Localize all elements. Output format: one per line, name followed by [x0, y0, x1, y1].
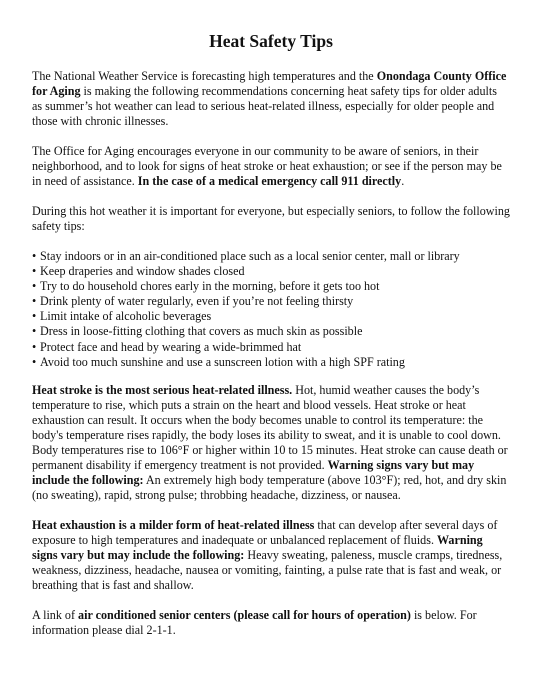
heat-exhaustion-warning-text: Heavy sweating, paleness, muscle cramps, tiredness, weakness, dizziness, headache, nausea or vomiting, fainting, a pulse rate that is fast and weak, or breathing that is fast and shallow.	[32, 547, 503, 592]
heat-exhaustion-warning-heading: Warning signs vary but may include the following:	[32, 532, 483, 562]
tip-text: Keep draperies and window shades closed	[40, 264, 245, 279]
list-item	[32, 294, 510, 309]
senior-centers-text-1: A link of	[32, 607, 79, 622]
heat-stroke-warning-text: An extremely high body temperature (above 103°F); red, hot, and dry skin (no sweating), rapid, strong pulse; throbbing headache, dizziness, or nausea.	[32, 472, 507, 502]
tips-intro-paragraph: During this hot weather it is important for everyone, but especially seniors, to follow the following safety tips:	[32, 204, 510, 233]
list-item	[32, 264, 510, 279]
bullet-icon: •	[32, 354, 37, 369]
list-item	[32, 279, 510, 294]
tip-text: Try to do household chores early in the morning, before it gets too hot	[40, 279, 380, 294]
tip-text: Avoid too much sunshine and use a sunscreen lotion with a high SPF rating	[40, 354, 405, 369]
senior-centers-link-label: air conditioned senior centers (please call for hours of operation)	[78, 607, 411, 622]
senior-centers-paragraph	[32, 608, 510, 638]
list-item	[32, 340, 510, 355]
bullet-icon: •	[32, 249, 37, 263]
tip-text: Protect face and head by wearing a wide-brimmed hat	[40, 339, 302, 354]
bullet-icon: •	[32, 264, 37, 279]
tip-text: Stay indoors or in an air-conditioned place such as a local senior center, mall or library	[40, 249, 460, 263]
heat-stroke-text: Hot, humid weather causes the body’s temperature to rise, which puts a strain on the heart and blood vessels. Heat stroke or heat exhaustion can result. It occurs when the body becomes unable to control its temperature: the body's temperature rises rapidly, the body loses its ability to sweat, and it is unable to cool down. Body temperatures rise to 106°F or higher within 10 to 15 minutes. Heat stroke can cause death or permanent disability if emergency treatment is not provided.	[32, 382, 508, 472]
safety-tips-list	[32, 249, 510, 370]
bullet-icon: •	[32, 339, 37, 354]
list-item	[32, 249, 510, 264]
bullet-icon: •	[32, 279, 37, 294]
intro-org-name: Onondaga County Office for Aging	[32, 69, 507, 98]
intro-text-1: The National Weather Service is forecasting high temperatures and the	[32, 69, 377, 83]
bullet-icon: •	[32, 324, 37, 339]
intro-text-2: is making the following recommendations concerning heat safety tips for older adults as summer’s hot weather can lead to serious heat-related illness, especially for older people and those with chronic illnesses.	[32, 84, 497, 128]
heat-stroke-heading: Heat stroke is the most serious heat-related illness.	[32, 382, 293, 397]
document-page	[32, 30, 510, 653]
bullet-icon: •	[32, 309, 37, 324]
list-item	[32, 355, 510, 370]
list-item	[32, 309, 510, 324]
heat-exhaustion-heading: Heat exhaustion is a milder form of heat-related illness	[32, 517, 315, 532]
list-item	[32, 324, 510, 339]
heat-stroke-warning-heading: Warning signs vary but may include the following:	[32, 457, 475, 487]
awareness-period: .	[401, 174, 405, 188]
senior-centers-text-2: is below. For information please dial 2-1-1.	[32, 607, 477, 637]
heat-stroke-paragraph	[32, 383, 510, 503]
tip-text: Limit intake of alcoholic beverages	[40, 309, 212, 324]
bullet-icon: •	[32, 294, 37, 309]
awareness-text: The Office for Aging encourages everyone in our community to be aware of seniors, in their neighborhood, and to look for signs of heat stroke or heat exhaustion; or see if the person may be in need of assistance.	[32, 144, 502, 188]
emergency-instruction: In the case of a medical emergency call 911 directly	[137, 174, 402, 188]
tip-text: Dress in loose-fitting clothing that covers as much skin as possible	[40, 324, 363, 339]
awareness-paragraph	[32, 144, 510, 189]
heat-exhaustion-text: that can develop after several days of exposure to high temperatures and inadequate or unbalanced replacement of fluids.	[32, 517, 498, 547]
intro-paragraph	[32, 69, 510, 129]
heat-exhaustion-paragraph	[32, 518, 510, 593]
page-title: Heat Safety Tips	[209, 31, 333, 51]
tip-text: Drink plenty of water regularly, even if you’re not feeling thirsty	[40, 294, 354, 309]
